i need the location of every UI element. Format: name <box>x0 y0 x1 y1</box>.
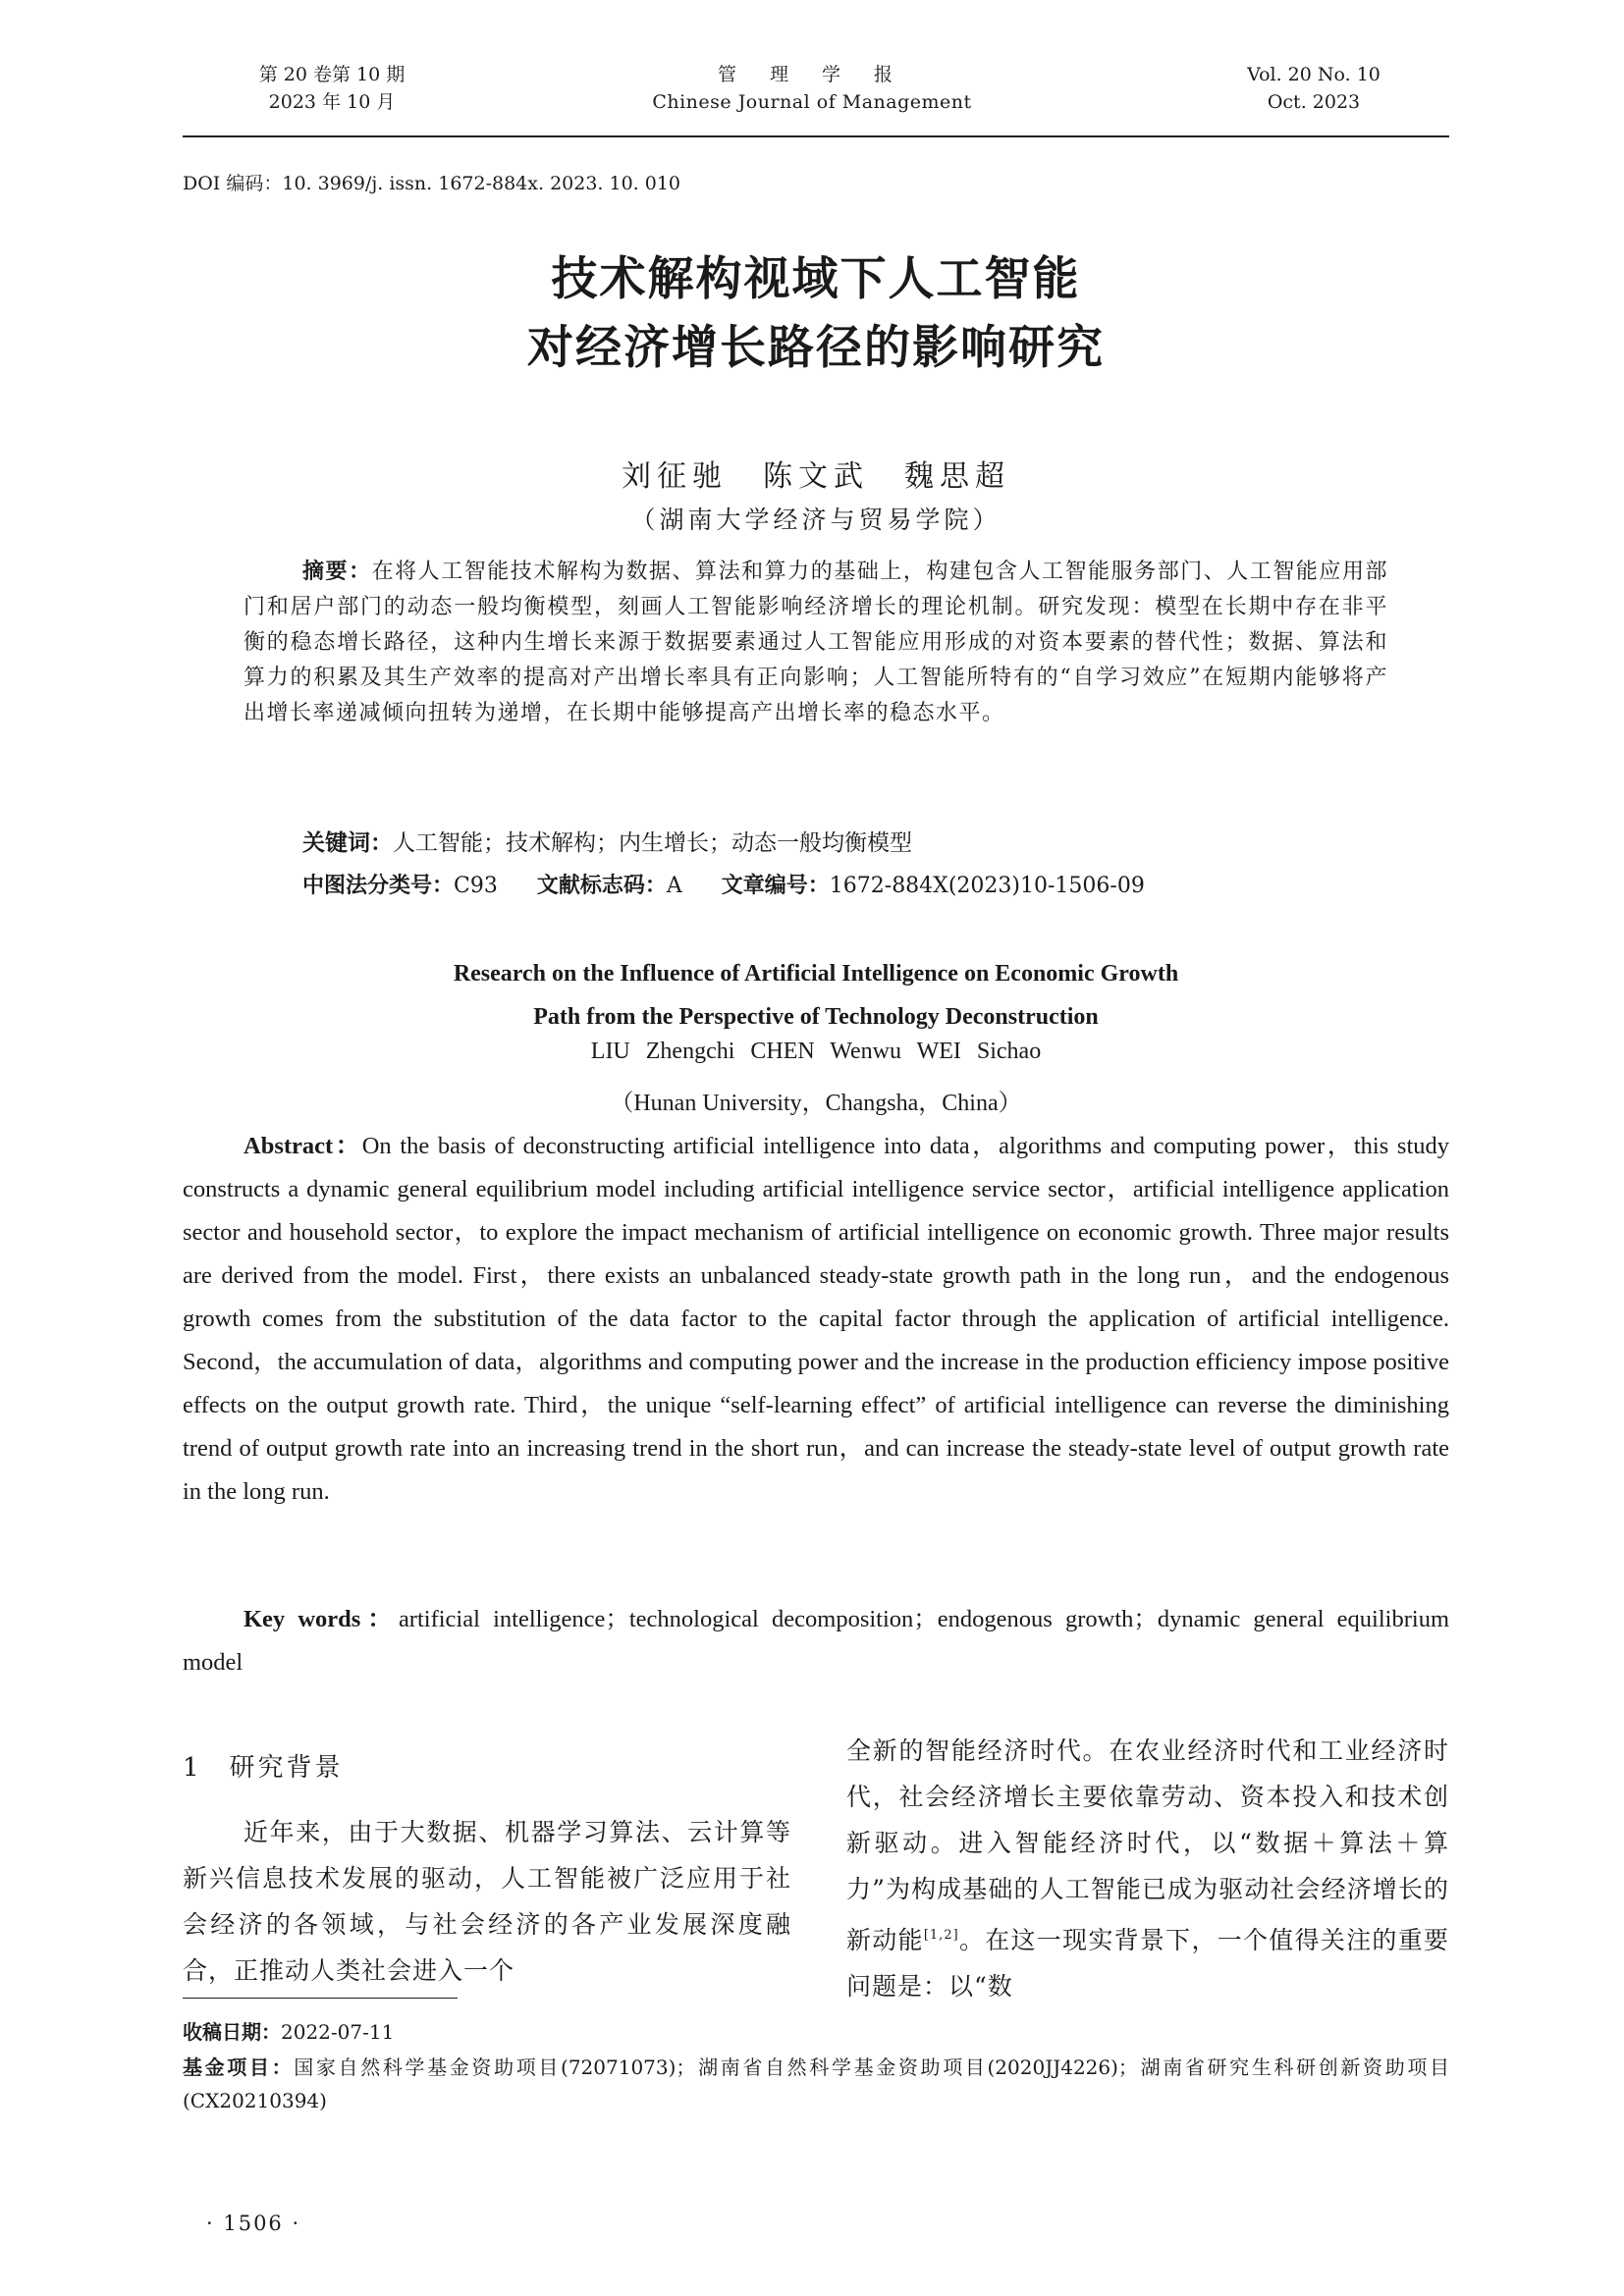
affiliation-cn: （湖南大学经济与贸易学院） <box>630 506 1001 534</box>
journal-issue-cn <box>234 61 430 116</box>
page-number: · 1506 · <box>206 2212 301 2235</box>
title-en-line1: Research on the Influence of Artificial Intelligence on Economic Growth <box>453 961 1179 987</box>
fund-label: 基金项目： <box>183 2056 295 2079</box>
article-number-label: 文章编号： <box>721 874 830 898</box>
fund-info <box>183 2051 1449 2117</box>
doi-line: DOI 编码：10. 3969/j. issn. 1672-884x. 2023. 10. 010 <box>183 173 681 194</box>
header-rule <box>183 135 1449 137</box>
received-value: 2022-07-11 <box>281 2020 395 2044</box>
keywords-en-label: Key words： <box>244 1606 399 1632</box>
fund-value: 国家自然科学基金资助项目(72071073)；湖南省自然科学基金资助项目(2020JJ4226)；湖南省研究生科研创新资助项目(CX20210394) <box>183 2056 1450 2112</box>
section-title: 研究背景 <box>229 1753 344 1783</box>
doc-code-label: 文献标志码： <box>536 874 667 898</box>
section-heading <box>183 1747 344 1784</box>
received-label: 收稿日期： <box>183 2020 281 2044</box>
paper-title-en <box>183 952 1449 1039</box>
journal-name-en: Chinese Journal of Management <box>652 91 972 113</box>
title-cn-line2: 对经济增长路径的影响研究 <box>527 321 1105 375</box>
doc-code-value: A <box>666 874 682 898</box>
body-column-right <box>846 1728 1449 2009</box>
authors-cn: 刘征驰 陈文武 魏思超 <box>622 459 1010 494</box>
body-right-text-1: 全新的智能经济时代。在农业经济时代和工业经济时代，社会经济增长主要依靠劳动、资本投入和技术创新驱动。进入智能经济时代，以“数据＋算法＋算力”为构成基础的人工智能已成为驱动社会经济增长的新动能 <box>846 1736 1449 1954</box>
abstract-en-text: On the basis of deconstructing artificial intelligence into data，algorithms and computing power，this study constructs a dynamic general equilibrium model including artificial intelligence service sector，artificial intelligence application sector and household sector，to explore the impact mechanism of artificial intelligence on economic growth. Three major results are derived from the model. First，there exists an unbalanced steady-state growth path in the long run，and the endogenous growth comes from the substitution of the data factor to the capital factor through the application of artificial intelligence. Second，the accumulation of data，algorithms and computing power and the increase in the production efficiency impose positive effects on the output growth rate. Third，the unique “self-learning effect” of artificial intelligence can reverse the diminishing trend of output growth rate into an increasing trend in the short run，and can increase the steady-state level of output growth rate in the long run. <box>183 1133 1450 1505</box>
section-number: 1 <box>183 1753 202 1783</box>
authors-en: LIU Zhengchi CHEN Wenwu WEI Sichao <box>590 1039 1042 1064</box>
body-right-text-2: 。在这一现实背景下，一个值得关注的重要问题是：以“数 <box>846 1926 1449 2001</box>
article-number-value: 1672-884X(2023)10-1506-09 <box>829 874 1145 898</box>
clc-value: C93 <box>454 874 498 898</box>
abstract-cn <box>244 555 1388 731</box>
journal-name-cn: 管 理 学 报 <box>717 64 907 85</box>
issue-date-cn: 2023 年 10 月 <box>268 91 396 113</box>
affiliation-en: （Hunan University，Changsha，China） <box>610 1091 1022 1116</box>
classification-cn <box>302 869 1145 899</box>
abstract-en-label: Abstract： <box>244 1133 362 1159</box>
footnote-rule <box>183 1998 458 1999</box>
issue-volume-cn: 第 20 卷第 10 期 <box>258 64 406 85</box>
citation-ref[interactable]: [1,2] <box>923 1928 959 1943</box>
keywords-en <box>183 1598 1449 1684</box>
journal-issue-en <box>1216 61 1412 116</box>
keywords-cn <box>302 825 912 857</box>
keywords-cn-text: 人工智能；技术解构；内生增长；动态一般均衡模型 <box>393 830 912 856</box>
abstract-cn-label: 摘要： <box>302 560 372 584</box>
paper-title-cn <box>183 245 1449 383</box>
keywords-en-text: artificial intelligence；technological decomposition；endogenous growth；dynamic general equilibrium model <box>183 1606 1449 1676</box>
keywords-cn-label: 关键词： <box>302 830 393 856</box>
clc-label: 中图法分类号： <box>302 874 455 898</box>
issue-volume-en: Vol. 20 No. 10 <box>1247 64 1380 85</box>
title-en-line2: Path from the Perspective of Technology Deconstruction <box>533 1004 1099 1030</box>
issue-date-en: Oct. 2023 <box>1267 91 1361 113</box>
journal-name <box>616 61 1008 116</box>
abstract-cn-text: 在将人工智能技术解构为数据、算法和算力的基础上，构建包含人工智能服务部门、人工智能应用部门和居户部门的动态一般均衡模型，刻画人工智能影响经济增长的理论机制。研究发现：模型在长期中存在非平衡的稳态增长路径，这种内生增长来源于数据要素通过人工智能应用形成的对资本要素的替代性；数据、算法和算力的积累及其生产效率的提高对产出增长率具有正向影响；人工智能所特有的“自学习效应”在短期内能够将产出增长率递减倾向扭转为递增，在长期中能够提高产出增长率的稳态水平。 <box>244 560 1388 725</box>
title-cn-line1: 技术解构视域下人工智能 <box>551 252 1081 306</box>
abstract-en <box>183 1125 1449 1514</box>
received-date <box>183 2015 1449 2049</box>
body-column-left: 近年来，由于大数据、机器学习算法、云计算等新兴信息技术发展的驱动，人工智能被广泛应用于社会经济的各领域，与社会经济的各产业发展深度融合，正推动人类社会进入一个 <box>183 1818 791 1985</box>
